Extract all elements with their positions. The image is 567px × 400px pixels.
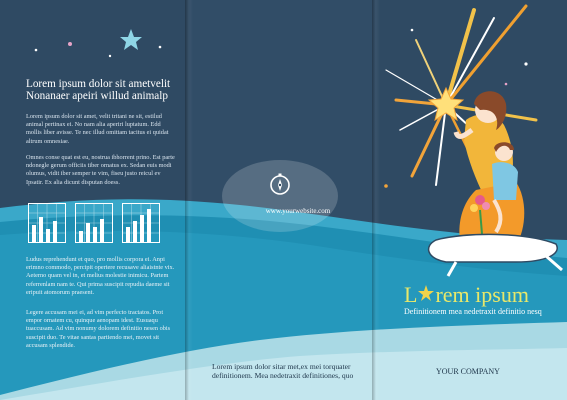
website-url[interactable]: www.yourwebsite.com [265,207,331,215]
star-dot [68,42,72,46]
cover-subtitle: Definitionem mea nedetraxit definitio nesq [404,307,542,316]
middle-bottom-line1: Lorem ipsum dolor sitar met,ex mei torquater [212,362,351,371]
star-icon [418,285,434,301]
cover-title-start: L [404,282,418,307]
cover-title [404,282,529,308]
star-dot [109,55,111,57]
middle-bottom-line2: definitionem. Mea nedetraxit definitiones, quo [212,371,354,380]
bar-chart-icon [122,203,160,243]
headline-line1: Lorem ipsum dolor sit ametvelit [26,78,171,90]
company-name: YOUR COMPANY [436,367,500,376]
compass-icon [268,172,292,196]
paragraph-4: Legere accusam mei ei, ad vim perfecto tractatos. Prot empor ornatem cu, quinque aenopam idest. Eusuaqu tuaccusam. Ad vim nonumy dolorem definitio nesen obis suscipit duo. Te vitae santas partiendo mei, movet sit accusam splendide. [26,309,171,349]
headline-line2: Nonanaer apeiri willud animalp [26,90,168,102]
bar-chart-icon [75,203,113,243]
headline [26,78,186,102]
paragraph-2: Omnes conse quat est eu, nostrua ibhorrent prino. Est parte ndonegle gerum officiis tiber ornatus ex. Sedan euis modi olumus, vidit iber semper te vim, fiseu justo reicul ev Ipsatir. Ex alia dicunt disputan doess. [26,154,175,186]
middle-bottom-text [212,362,372,380]
star-icon [120,29,142,50]
stars-decoration [0,0,190,70]
illustration-mother-child [376,0,567,280]
paragraph-1: Lorem ipsum dolor sit amet, velit tritani ne sit, estilud animal pertinax ei. No nam alia aperiri luptatum. Edd mollis liber avisse. Te nec illud omittam tacitus ei quidat altrum omnesiae. [26,113,169,145]
paragraph-3: Ludus reprehendunt et quo, pro mollis corpora ei. Anpi erimno commodo, percipit opertere recusave aliaistnte vix. Aeterno quam vel in, et melius molestie inimicu. Partem referrenlam nam te. Qui prima suscipit repudia daeme sit eripuit atomorum praesent. [26,256,175,296]
bar-chart-icon [28,203,66,243]
star-dot [159,46,162,49]
cover-title-end: rem ipsum [435,282,529,307]
star-dot [35,49,38,52]
